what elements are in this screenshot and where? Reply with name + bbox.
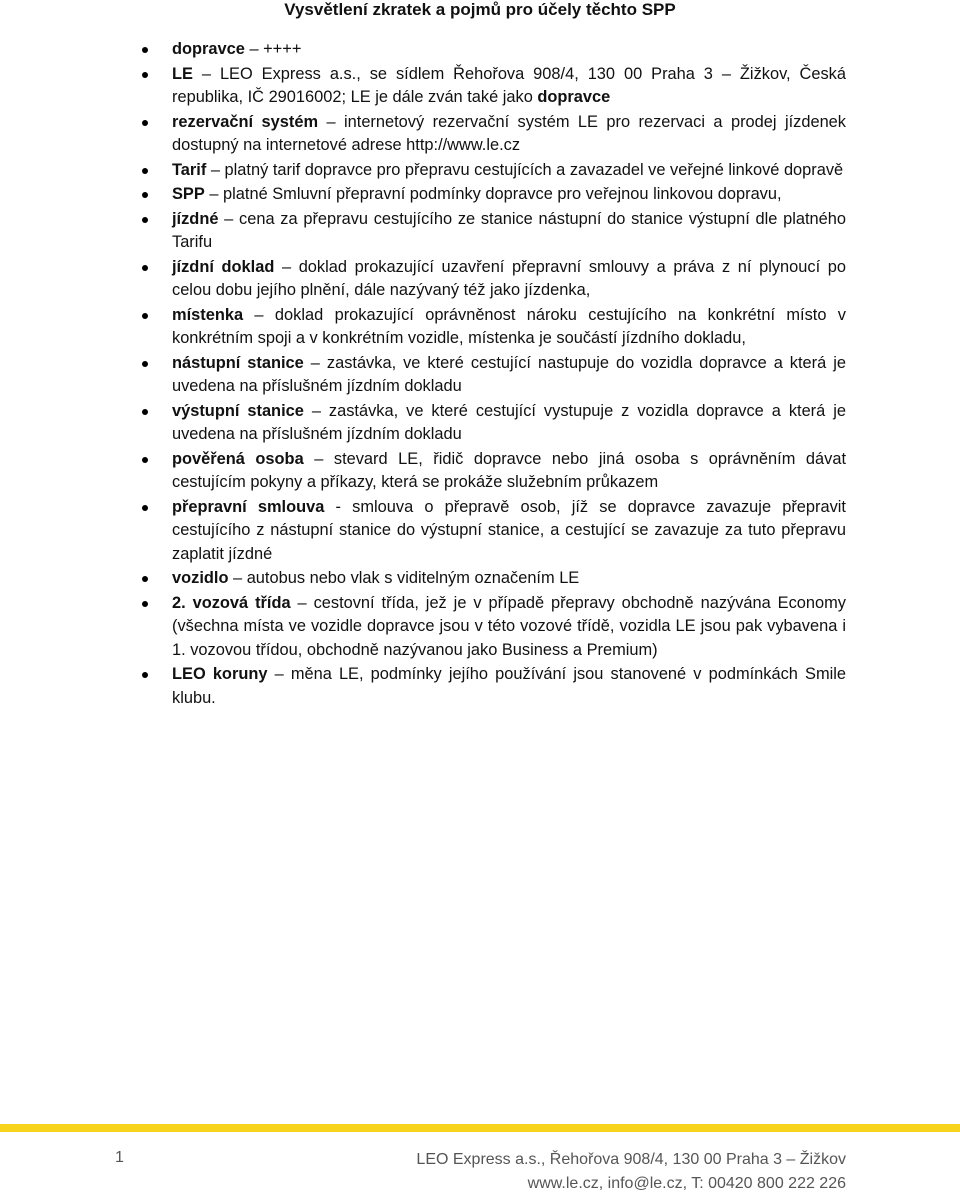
footer-contact xyxy=(416,1148,846,1196)
definition-item xyxy=(172,111,846,158)
bullet-icon xyxy=(142,168,148,174)
bullet-icon xyxy=(142,313,148,319)
definition-term: SPP xyxy=(172,185,205,203)
definition-text: – měna LE, podmínky jejího používání jsou stanovené v podmínkách Smile klubu. xyxy=(172,665,846,707)
bullet-icon xyxy=(142,265,148,271)
definition-text: – autobus nebo vlak s viditelným označením LE xyxy=(228,569,580,587)
definition-text: – stevard LE, řidič dopravce nebo jiná osoba s oprávněním dávat cestujícím pokyny a příkazy, která se prokáže služebním průkazem xyxy=(172,449,846,491)
definition-item xyxy=(172,448,846,495)
bullet-icon xyxy=(142,72,148,78)
bullet-icon xyxy=(142,601,148,607)
definition-item xyxy=(172,352,846,399)
footer-address: LEO Express a.s., Řehořova 908/4, 130 00 Praha 3 – Žižkov xyxy=(416,1151,846,1168)
definition-text: – LEO Express a.s., se sídlem Řehořova 908/4, 130 00 Praha 3 – Žižkov, Česká republika, IČ 29016002; LE je dále zván také jako xyxy=(172,64,846,106)
definition-term: vozidlo xyxy=(172,569,229,587)
bullet-icon xyxy=(142,409,148,415)
definition-term: rezervační systém xyxy=(172,112,319,131)
definition-text: – zastávka, ve které cestující vystupuje z vozidla dopravce a která je uvedena na příslušném jízdním dokladu xyxy=(172,401,846,443)
definition-term: Tarif xyxy=(172,160,207,179)
definition-text: – platné Smluvní přepravní podmínky dopravce pro veřejnou linkovou dopravu, xyxy=(204,185,782,203)
definition-text: – cena za přepravu cestujícího ze stanice nástupní do stanice výstupní dle platného Tarifu xyxy=(172,209,846,251)
definition-item xyxy=(172,63,846,110)
bullet-icon xyxy=(142,361,148,367)
definition-text: – platný tarif dopravce pro přepravu cestujících a zavazadel ve veřejné linkové dopravě xyxy=(206,160,844,179)
bullet-icon xyxy=(142,192,148,198)
definition-term: nástupní stanice xyxy=(172,353,304,372)
definition-term: přepravní smlouva xyxy=(172,497,325,516)
bullet-icon xyxy=(142,672,148,678)
footer-contact-line: www.le.cz, info@le.cz, T: 00420 800 222 226 xyxy=(527,1175,846,1192)
definition-item xyxy=(172,304,846,351)
bullet-icon xyxy=(142,505,148,511)
definition-text: – doklad prokazující oprávněnost nároku cestujícího na konkrétní místo v konkrétním spoji a v konkrétním vozidle, místenka je součástí jízdního dokladu, xyxy=(172,305,846,347)
definition-item xyxy=(172,208,846,255)
definition-text: – cestovní třída, jež je v případě přepravy obchodně nazývána Economy (všechna místa ve vozidle dopravce jsou v této vozové třídě, vozidla LE jsou pak vybavena i 1. vozovou třídou, obchodně nazývanou jako Business a Premium) xyxy=(172,593,847,659)
bullet-icon xyxy=(142,120,148,126)
definition-term: LEO koruny xyxy=(172,665,268,683)
definition-item xyxy=(172,38,846,62)
document-title: Vysvětlení zkratek a pojmů pro účely těchto SPP xyxy=(284,0,676,19)
definition-term: dopravce xyxy=(172,40,245,58)
definition-item xyxy=(172,183,846,207)
definition-term: místenka xyxy=(172,305,244,324)
definition-item xyxy=(172,567,846,591)
definition-item xyxy=(172,159,846,183)
definition-term: 2. vozová třída xyxy=(172,593,291,612)
definition-text: – zastávka, ve které cestující nastupuje do vozidla dopravce a která je uvedena na příslušném jízdním dokladu xyxy=(172,353,846,395)
definition-text: – internetový rezervační systém LE pro rezervaci a prodej jízdenek dostupný na internetové adrese http://www.le.cz xyxy=(172,112,846,154)
bullet-icon xyxy=(142,457,148,463)
definition-text: – ++++ xyxy=(244,40,302,58)
page-number: 1 xyxy=(115,1149,124,1166)
definition-term: jízdné xyxy=(172,209,219,228)
definition-item xyxy=(172,400,846,447)
definition-item xyxy=(172,663,846,710)
definition-item xyxy=(172,592,846,663)
definitions-list xyxy=(172,38,846,711)
definition-item xyxy=(172,256,846,303)
bullet-icon xyxy=(142,217,148,223)
bullet-icon xyxy=(142,576,148,582)
definition-item xyxy=(172,496,846,567)
footer-accent-bar xyxy=(0,1124,960,1132)
bullet-icon xyxy=(142,47,148,53)
definition-text: – doklad prokazující uzavření přepravní smlouvy a práva z ní plynoucí po celou dobu jejího plnění, dále nazývaný též jako jízdenka, xyxy=(172,257,846,299)
definition-term: LE xyxy=(172,64,193,83)
definition-term: výstupní stanice xyxy=(172,401,304,420)
definition-text: - smlouva o přepravě osob, jíž se dopravce zavazuje přepravit cestujícího z nástupní stanice do výstupní stanice, a cestující se zavazuje za tuto přepravu zaplatit jízdné xyxy=(172,497,846,563)
definition-term: pověřená osoba xyxy=(172,449,304,468)
definition-term-secondary: dopravce xyxy=(537,88,611,106)
definition-term: jízdní doklad xyxy=(172,257,275,276)
